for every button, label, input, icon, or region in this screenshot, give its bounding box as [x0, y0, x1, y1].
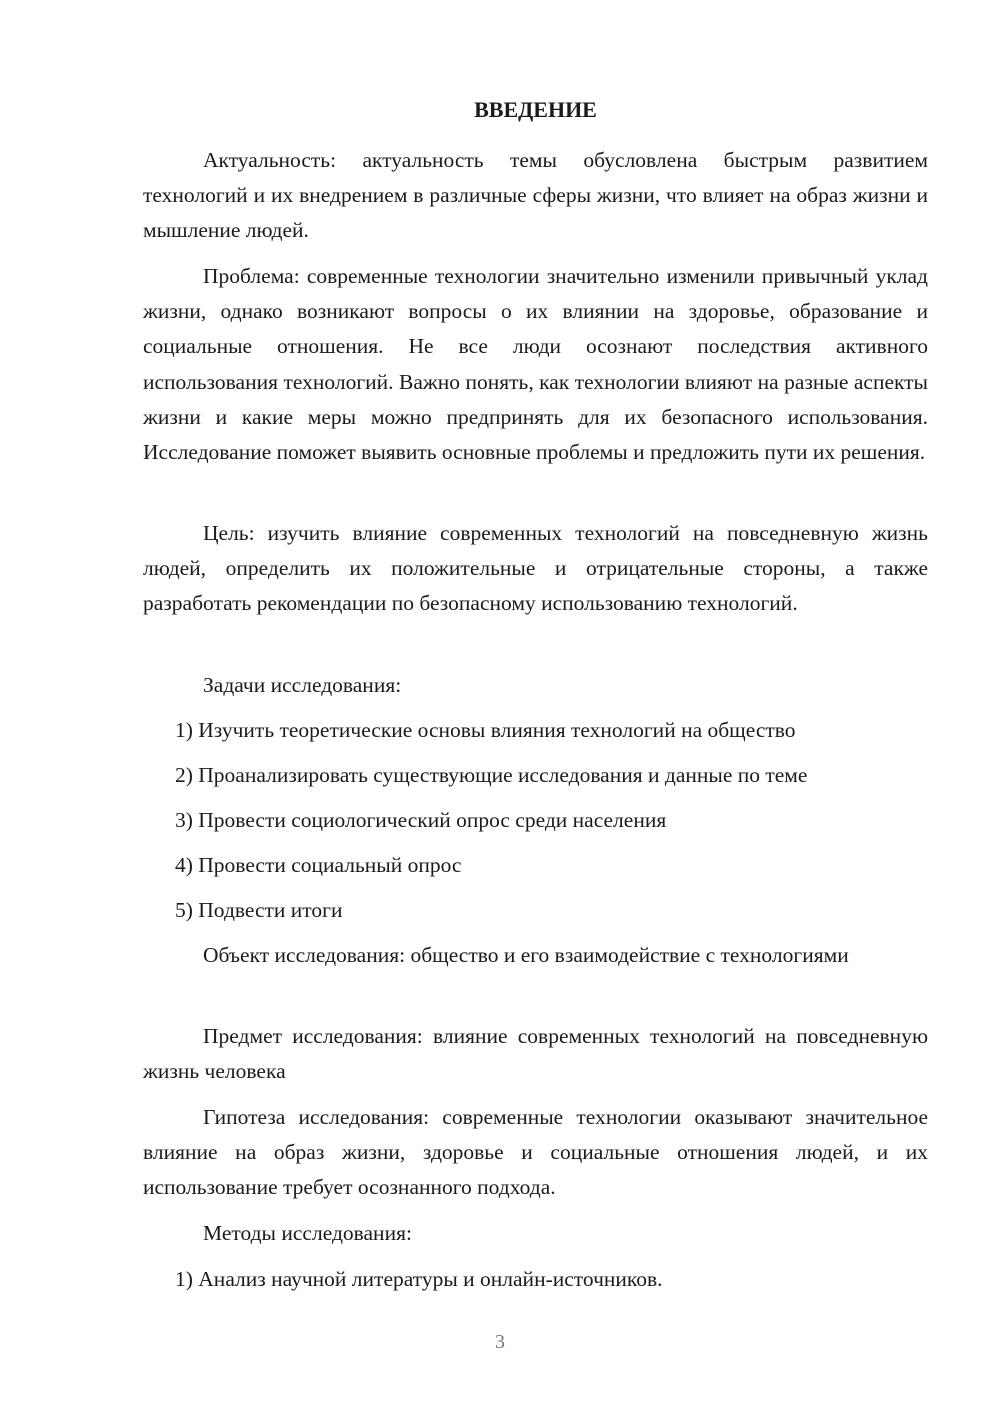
task-item: 4) Провести социальный опрос — [175, 853, 462, 877]
paragraph-problem: Проблема: современные технологии значительно изменили привычный уклад жизни, однако возникают вопросы о их влиянии на здоровье, образование и социальные отношения. Не все люди осознают последствия активного использования технологий. Важно понять, как технологии влияют на разные аспекты жизни и какие меры можно предпринять для их безопасного использования. Исследование поможет выявить основные проблемы и предложить пути их решения. — [143, 264, 928, 465]
section-title: ВВЕДЕНИЕ — [474, 97, 597, 122]
methods-heading: Методы исследования: — [203, 1221, 412, 1245]
paragraph-goal: Цель: изучить влияние современных технологий на повседневную жизнь людей, определить их положительные и отрицательные стороны, а также разработать рекомендации по безопасному использованию технологий. — [143, 521, 928, 616]
task-item: 3) Провести социологический опрос среди населения — [175, 808, 667, 832]
paragraph-subject: Предмет исследования: влияние современных технологий на повседневную жизнь человека — [143, 1024, 928, 1084]
tasks-heading: Задачи исследования: — [203, 673, 402, 697]
method-item: 1) Анализ научной литературы и онлайн-источников. — [175, 1267, 663, 1291]
task-item: 2) Проанализировать существующие исследования и данные по теме — [175, 763, 808, 787]
page-number: 3 — [495, 1331, 505, 1353]
paragraph-object: Объект исследования: общество и его взаимодействие с технологиями — [203, 943, 849, 967]
task-item: 5) Подвести итоги — [175, 898, 343, 922]
task-item: 1) Изучить теоретические основы влияния технологий на общество — [175, 718, 796, 742]
paragraph-relevance: Актуальность: актуальность темы обусловлена быстрым развитием технологий и их внедрением в различные сферы жизни, что влияет на образ жизни и мышление людей. — [143, 148, 928, 243]
paragraph-hypothesis: Гипотеза исследования: современные технологии оказывают значительное влияние на образ жизни, здоровье и социальные отношения людей, и их использование требует осознанного подхода. — [143, 1105, 928, 1200]
